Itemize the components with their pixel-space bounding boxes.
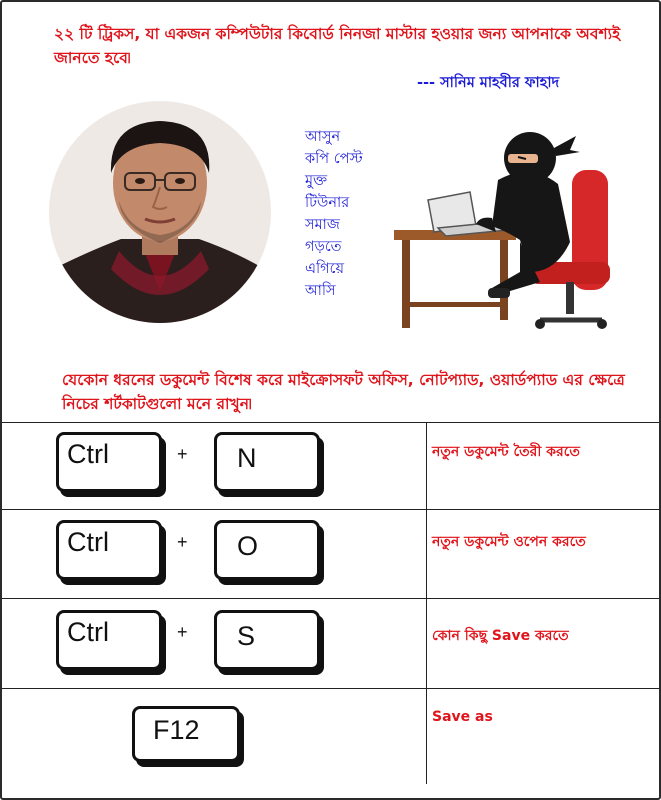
shortcut-action: নতুন ডকুমেন্ট ওপেন করতে (432, 534, 586, 550)
table-divider (2, 422, 661, 423)
slogan-line: আসি (305, 283, 336, 299)
intro-text: ২২ টি ট্রিকস, যা একজন কম্পিউটার কিবোর্ড নিনজা মাস্টার হওয়ার জন্য আপনাকে অবশ্যই জানতে হবে৷ (54, 25, 621, 67)
shortcut-action: কোন কিছু Save করতে (432, 628, 569, 644)
slogan-line: টিউনার (305, 195, 350, 211)
ninja-at-computer-illustration (380, 122, 630, 341)
f12-key (132, 706, 240, 762)
key-label: Ctrl (67, 439, 109, 469)
shortcut-action: নতুন ডকুমেন্ট তৈরী করতে (432, 444, 580, 460)
shortcut-note: যেকোন ধরনের ডকুমেন্ট বিশেষ করে মাইক্রোসফট অফিস, নোটপ্যাড, ওয়ার্ডপ্যাড এর ক্ষেত্রে নিচের শর্টকাটগুলো মনে রাখুন৷ (62, 371, 625, 413)
slogan-list (305, 126, 363, 302)
slogan-line: মুক্ত (305, 173, 328, 189)
plus-sign: + (177, 622, 188, 642)
ctrl-key (56, 610, 162, 670)
ctrl-key (56, 432, 162, 492)
author-credit: --- সানিম মাহবীর ফাহাদ (417, 75, 560, 91)
key-label: O (237, 531, 259, 561)
table-divider (2, 688, 661, 689)
n-key (214, 432, 320, 492)
key-label: F12 (153, 715, 200, 745)
table-divider (2, 598, 661, 599)
shortcut-action: Save as (432, 709, 493, 725)
slogan-line: আসুন (305, 129, 341, 145)
plus-sign: + (177, 532, 188, 552)
table-column-divider (426, 422, 427, 784)
o-key (214, 520, 320, 580)
key-label: N (237, 443, 257, 473)
table-divider (2, 509, 661, 510)
slogan-line: সমাজ (305, 217, 340, 233)
key-label: S (237, 621, 256, 651)
key-label: Ctrl (67, 527, 109, 557)
slogan-line: গড়তে (305, 239, 342, 255)
plus-sign: + (177, 444, 188, 464)
author-portrait (49, 101, 271, 323)
key-label: Ctrl (67, 617, 109, 647)
ctrl-key (56, 520, 162, 580)
slogan-line: এগিয়ে (305, 261, 345, 277)
slogan-line: কপি পেস্ট (305, 151, 363, 167)
s-key (214, 610, 320, 670)
